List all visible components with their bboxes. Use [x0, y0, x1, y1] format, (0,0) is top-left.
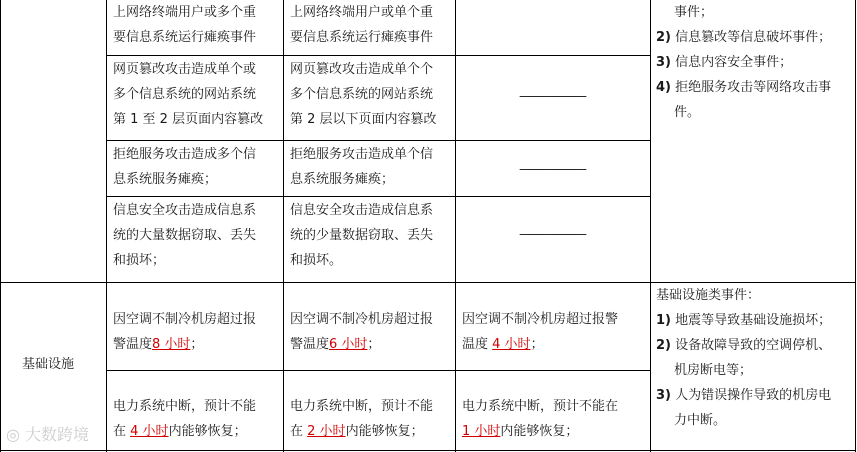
empty-dash: —————— [519, 89, 585, 104]
grid-line [0, 0, 1, 452]
table-cell [290, 307, 454, 357]
table-cell [290, 198, 454, 273]
list-item: 3) 信息内容安全事件； [656, 55, 793, 70]
cell-line: 信息安全攻击造成信息系 [290, 203, 434, 218]
event-list [656, 0, 854, 125]
cell-line: 和损坏。 [290, 253, 343, 268]
watermark-logo: ◎ 大数跨境 [6, 425, 90, 444]
list-item: 2) 设备故障导致的空调停机、 [656, 338, 832, 353]
table-cell [290, 0, 454, 50]
cell-line: 因空调不制冷机房超过报 [290, 312, 434, 327]
table-cell [113, 198, 281, 273]
table-cell [113, 0, 281, 50]
table-cell [113, 394, 283, 444]
duration-value: 8 小时 [152, 337, 191, 352]
table-cell [113, 142, 281, 192]
list-item: 件。 [674, 105, 701, 120]
grid-line [106, 0, 107, 452]
cell-line: 警温度6 小时； [290, 337, 381, 352]
table-cell [290, 394, 454, 444]
list-item: 4) 拒绝服务攻击等网络攻击事 [656, 80, 832, 95]
list-item: 1) 地震等导致基础设施损坏； [656, 313, 832, 328]
cell-line: 息系统服务瘫痪； [113, 172, 218, 187]
cell-line: 在 4 小时内能够恢复； [113, 424, 247, 439]
cell-line: 1 小时内能够恢复； [462, 424, 579, 439]
cell-line: 网页篡改攻击造成单个个 [290, 62, 434, 77]
grid-line [106, 370, 650, 371]
cell-line: 拒绝服务攻击造成单个信 [290, 147, 434, 162]
cell-line: 要信息系统运行瘫痪事件 [113, 30, 257, 45]
category-label: 基础设施 [22, 357, 75, 372]
grid-line [106, 196, 650, 197]
list-item: 力中断。 [674, 413, 727, 428]
cell-line: 多个信息系统的网站系统 [113, 87, 257, 102]
grid-line [106, 55, 650, 56]
table-cell [113, 307, 283, 357]
cell-line: 息系统服务瘫痪； [290, 172, 395, 187]
cell-line: 和损坏； [113, 253, 166, 268]
cell-line: 在 2 小时内能够恢复； [290, 424, 424, 439]
table-cell [462, 394, 650, 444]
cell-line: 上网络终端用户或单个重 [290, 5, 434, 20]
grid-line [283, 0, 284, 452]
grid-line [855, 0, 856, 452]
cell-line: 温度 4 小时； [462, 337, 544, 352]
cell-line: 要信息系统运行瘫痪事件 [290, 30, 434, 45]
duration-value: 4 小时 [492, 337, 531, 352]
table-cell [290, 57, 454, 132]
grid-line [0, 450, 856, 451]
empty-dash: —————— [519, 162, 585, 177]
cell-line: 多个信息系统的网站系统 [290, 87, 434, 102]
table-cell [113, 57, 283, 132]
table-cell [462, 307, 650, 357]
event-list [656, 283, 854, 433]
duration-value: 2 小时 [307, 424, 346, 439]
cell-line: 第 1 至 2 层页面内容篡改 [113, 112, 264, 127]
cell-line: 统的大量数据窃取、丢失 [113, 228, 257, 243]
list-item: 机房断电等； [674, 363, 753, 378]
cell-line: 警温度8 小时； [113, 337, 204, 352]
list-item: 3) 人为错误操作导致的机房电 [656, 388, 832, 403]
duration-value: 6 小时 [329, 337, 368, 352]
cell-line: 第 2 层以下页面内容篡改 [290, 112, 437, 127]
grid-line [455, 0, 456, 452]
cell-line: 上网络终端用户或多个重 [113, 5, 257, 20]
cell-line: 电力系统中断，预计不能在 [462, 399, 619, 414]
cell-line: 因空调不制冷机房超过报警 [462, 312, 619, 327]
list-item: 事件； [674, 5, 714, 20]
cell-line: 拒绝服务攻击造成多个信 [113, 147, 257, 162]
cell-line: 统的少量数据窃取、丢失 [290, 228, 434, 243]
list-item: 2) 信息篡改等信息破坏事件； [656, 30, 832, 45]
grid-line [106, 140, 650, 141]
cell-line: 因空调不制冷机房超过报 [113, 312, 257, 327]
cell-line: 电力系统中断，预计不能 [290, 399, 434, 414]
list-heading: 基础设施类事件： [656, 288, 761, 303]
empty-dash: —————— [519, 227, 585, 242]
cell-line: 网页篡改攻击造成单个或 [113, 62, 257, 77]
cell-line: 信息安全攻击造成信息系 [113, 203, 257, 218]
duration-value: 4 小时 [130, 424, 169, 439]
grid-line [650, 0, 651, 452]
cell-line: 电力系统中断，预计不能 [113, 399, 257, 414]
duration-value: 1 小时 [462, 424, 501, 439]
table-cell [290, 142, 454, 192]
